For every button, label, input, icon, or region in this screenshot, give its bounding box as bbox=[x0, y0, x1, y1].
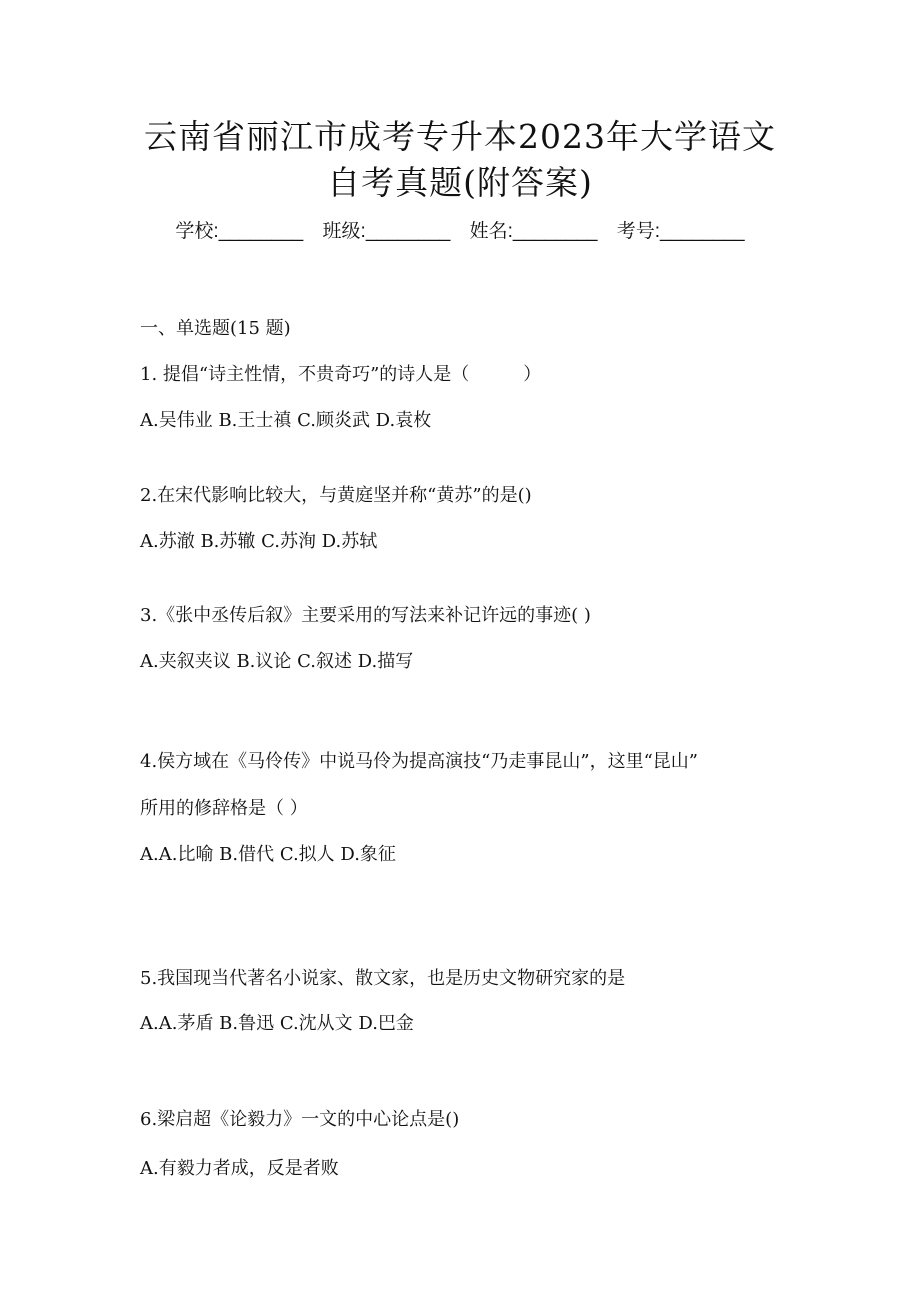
title-line-2: 自考真题(附答案) bbox=[327, 163, 593, 202]
title-line-1: 云南省丽江市成考专升本2023年大学语文 bbox=[144, 117, 776, 156]
question-2-stem: 2.在宋代影响比较大，与黄庭坚并称“黄苏”的是() bbox=[140, 485, 532, 506]
question-4-stem: 4.侯方域在《马伶传》中说马伶为提高演技“乃走事昆山”，这里“昆山” bbox=[140, 751, 698, 772]
school-field[interactable] bbox=[175, 221, 303, 242]
question-4-stem-continued: 所用的修辞格是（ ） bbox=[140, 798, 308, 819]
question-1-stem: 1. 提倡“诗主性情，不贵奇巧”的诗人是（ ） bbox=[140, 364, 542, 385]
question-6-stem: 6.梁启超《论毅力》一文的中心论点是() bbox=[140, 1109, 460, 1130]
question-5-stem: 5.我国现当代著名小说家、散文家，也是历史文物研究家的是 bbox=[140, 968, 626, 989]
question-3-options: A.夹叙夹议 B.议论 C.叙述 D.描写 bbox=[140, 651, 414, 672]
school-label: 学校: bbox=[175, 221, 219, 242]
exam-number-blank: ________ bbox=[660, 221, 745, 242]
question-5-options: A.A.茅盾 B.鲁迅 C.沈从文 D.巴金 bbox=[140, 1013, 414, 1034]
name-label: 姓名: bbox=[469, 221, 513, 242]
question-6-options: A.有毅力者成，反是者败 bbox=[140, 1158, 339, 1179]
name-blank: ________ bbox=[512, 221, 598, 242]
question-1-options: A.吴伟业 B.王士禛 C.顾炎武 D.袁枚 bbox=[140, 410, 432, 431]
exam-number-field[interactable] bbox=[617, 221, 745, 242]
section-heading: 一、单选题(15 题) bbox=[140, 318, 291, 339]
school-blank: ________ bbox=[218, 221, 304, 242]
question-2-options: A.苏澈 B.苏辙 C.苏洵 D.苏轼 bbox=[140, 531, 378, 552]
class-label: 班级: bbox=[322, 221, 366, 242]
exam-number-label: 考号: bbox=[616, 221, 661, 242]
question-4-options: A.A.比喻 B.借代 C.拟人 D.象征 bbox=[140, 844, 396, 865]
class-field[interactable] bbox=[323, 221, 451, 242]
student-info-line bbox=[0, 216, 920, 243]
question-3-stem: 3.《张中丞传后叙》主要采用的写法来补记许远的事迹( ) bbox=[140, 605, 591, 626]
class-blank: ________ bbox=[365, 221, 451, 242]
name-field[interactable] bbox=[470, 221, 598, 242]
